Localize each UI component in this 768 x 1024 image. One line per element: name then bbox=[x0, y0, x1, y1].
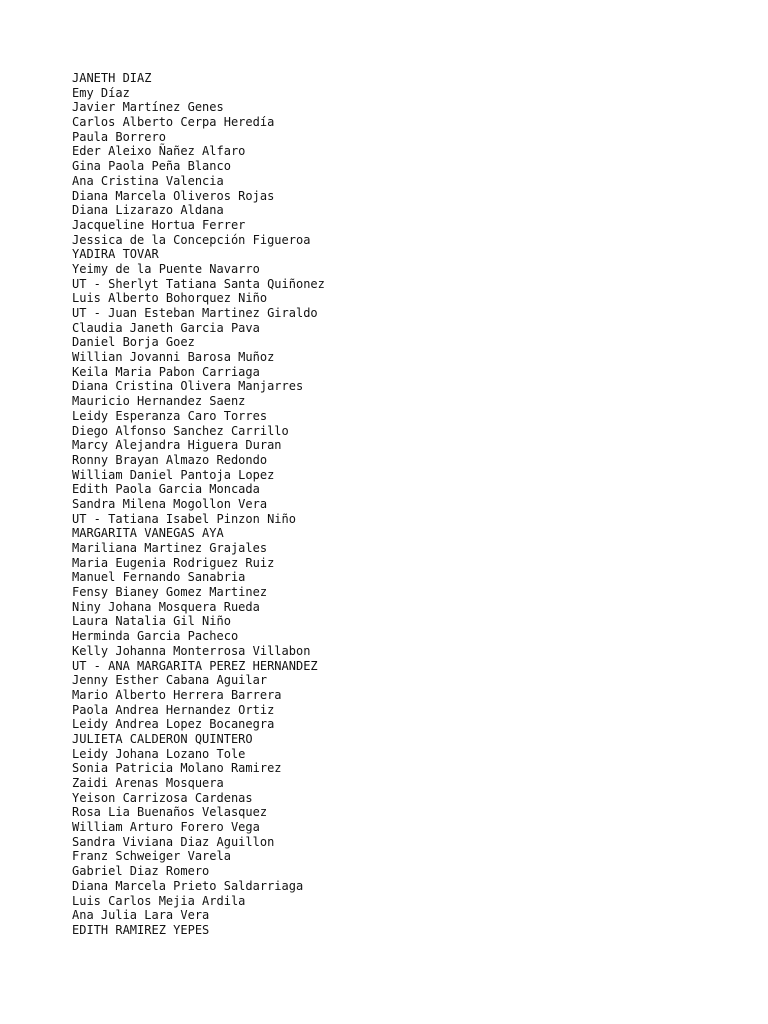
list-item: Manuel Fernando Sanabria bbox=[72, 570, 246, 585]
list-item: Franz Schweiger Varela bbox=[72, 849, 231, 864]
list-item: Mariliana Martinez Grajales bbox=[72, 541, 268, 555]
list-item: Luis Alberto Bohorquez Niño bbox=[72, 291, 268, 306]
list-item: Jenny Esther Cabana Aguilar bbox=[72, 673, 268, 688]
list-item: UT - ANA MARGARITA PEREZ HERNANDEZ bbox=[72, 658, 318, 673]
list-item: YADIRA TOVAR bbox=[72, 247, 159, 262]
list-item: Yeison Carrizosa Cardenas bbox=[72, 790, 253, 805]
list-item: William Daniel Pantoja Lopez bbox=[72, 467, 275, 482]
list-item: Diana Marcela Oliveros Rojas bbox=[72, 188, 275, 203]
list-item: Niny Johana Mosquera Rueda bbox=[72, 599, 260, 614]
list-item: Jessica de la Concepción Figueroa bbox=[72, 232, 311, 247]
document-page bbox=[72, 71, 752, 938]
list-item: UT - Sherlyt Tatiana Santa Quiñonez bbox=[72, 276, 325, 291]
list-item: Daniel Borja Goez bbox=[72, 335, 195, 350]
list-item: Rosa Lia Buenaños Velasquez bbox=[72, 805, 268, 820]
list-item: Gabriel Diaz Romero bbox=[72, 864, 210, 879]
list-item: UT - Juan Esteban Martinez Giraldo bbox=[72, 306, 318, 320]
list-item: Kelly Johanna Monterrosa Villabon bbox=[72, 643, 311, 658]
list-item: Diego Alfonso Sanchez Carrillo bbox=[72, 423, 289, 438]
list-item: Edith Paola Garcia Moncada bbox=[72, 482, 260, 497]
list-item: Javier Martínez Genes bbox=[72, 100, 224, 115]
name-list bbox=[72, 71, 752, 938]
list-item: Eder Aleixo Ñañez Alfaro bbox=[72, 144, 246, 159]
list-item: JANETH DIAZ bbox=[72, 71, 152, 85]
list-item: Ana Julia Lara Vera bbox=[72, 908, 210, 923]
list-item: Marcy Alejandra Higuera Duran bbox=[72, 438, 282, 453]
list-item: Leidy Andrea Lopez Bocanegra bbox=[72, 717, 275, 732]
list-item: MARGARITA VANEGAS AYA bbox=[72, 526, 224, 541]
list-item: Leidy Johana Lozano Tole bbox=[72, 746, 246, 761]
list-item: Keila Maria Pabon Carriaga bbox=[72, 364, 260, 379]
list-item: Paula Borrero bbox=[72, 129, 166, 144]
list-item: Mario Alberto Herrera Barrera bbox=[72, 687, 282, 702]
list-item: Diana Cristina Olivera Manjarres bbox=[72, 379, 304, 394]
list-item: Carlos Alberto Cerpa Heredía bbox=[72, 115, 275, 130]
list-item: Ronny Brayan Almazo Redondo bbox=[72, 452, 268, 467]
list-item: Fensy Bianey Gomez Martinez bbox=[72, 585, 268, 600]
list-item: Zaidi Arenas Mosquera bbox=[72, 776, 224, 790]
list-item: EDITH RAMIREZ YEPES bbox=[72, 922, 210, 937]
list-item: Ana Cristina Valencia bbox=[72, 173, 224, 188]
list-item: Emy Díaz bbox=[72, 85, 130, 100]
list-item: Luis Carlos Mejia Ardila bbox=[72, 893, 246, 908]
list-item: Maria Eugenia Rodriguez Ruiz bbox=[72, 555, 275, 570]
list-item: Diana Marcela Prieto Saldarriaga bbox=[72, 878, 304, 893]
list-item: Gina Paola Peña Blanco bbox=[72, 159, 231, 174]
list-item: Laura Natalia Gil Niño bbox=[72, 614, 231, 629]
list-item: Leidy Esperanza Caro Torres bbox=[72, 408, 268, 423]
list-item: Herminda Garcia Pacheco bbox=[72, 629, 239, 644]
list-item: Sandra Milena Mogollon Vera bbox=[72, 496, 268, 511]
list-item: Sonia Patricia Molano Ramirez bbox=[72, 761, 282, 776]
list-item: William Arturo Forero Vega bbox=[72, 820, 260, 835]
list-item: Diana Lizarazo Aldana bbox=[72, 203, 224, 218]
list-item: Claudia Janeth Garcia Pava bbox=[72, 320, 260, 335]
list-item: Mauricio Hernandez Saenz bbox=[72, 394, 246, 409]
list-item: UT - Tatiana Isabel Pinzon Niño bbox=[72, 511, 296, 526]
list-item: Jacqueline Hortua Ferrer bbox=[72, 217, 246, 232]
list-item: JULIETA CALDERON QUINTERO bbox=[72, 731, 253, 746]
list-item: Paola Andrea Hernandez Ortiz bbox=[72, 702, 275, 717]
list-item: Willian Jovanni Barosa Muñoz bbox=[72, 350, 275, 365]
list-item: Yeimy de la Puente Navarro bbox=[72, 261, 260, 276]
list-item: Sandra Viviana Diaz Aguillon bbox=[72, 834, 275, 849]
